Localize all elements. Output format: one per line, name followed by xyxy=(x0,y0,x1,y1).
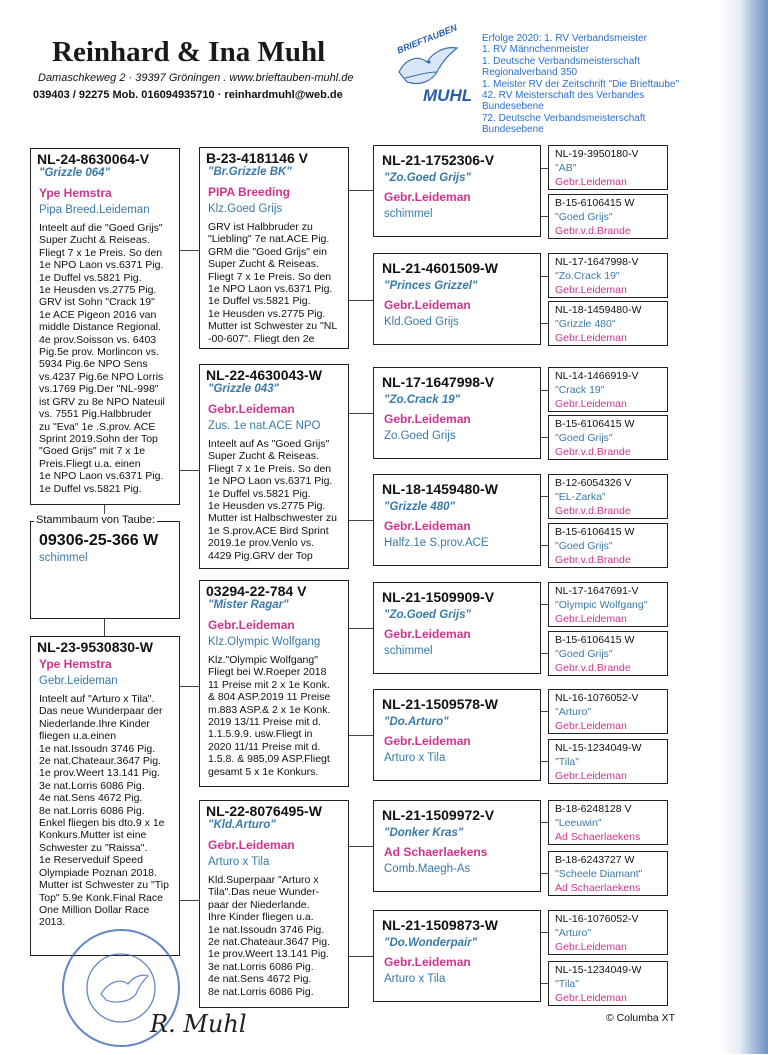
subject-ring: 09306-25-366 W xyxy=(39,532,159,549)
logo-top-text: BRIEFTAUBEN xyxy=(395,22,459,56)
gen5-card xyxy=(548,194,668,239)
connector-line xyxy=(349,520,373,521)
page-edge-shading xyxy=(720,0,768,1054)
gen5-breeder: Gebr.Leideman xyxy=(555,992,627,1004)
connector-line xyxy=(541,653,548,654)
connector-line xyxy=(541,216,548,217)
grandparent-strain: Klz.Goed Grijs xyxy=(208,203,283,215)
connector-line xyxy=(349,628,373,629)
ggp-strain: schimmel xyxy=(384,208,433,220)
gen5-name: "Goed Grijs" xyxy=(555,211,613,223)
connector-line xyxy=(541,711,548,712)
breeder-contact: 039403 / 92275 Mob. 016094935710 · reinhardmuhl@web.de xyxy=(33,89,343,101)
connector-line xyxy=(349,190,373,191)
great-grandparent-card xyxy=(373,582,541,674)
gen5-name: "Scheele Diamant" xyxy=(555,868,643,880)
great-grandparent-card xyxy=(373,253,541,345)
ggp-breeder: Gebr.Leideman xyxy=(384,412,471,426)
gen5-ring: B-15-6106415 W xyxy=(555,197,635,209)
father-ring: NL-24-8630064-V xyxy=(37,151,150,167)
gen5-ring: NL-15-1234049-W xyxy=(555,742,642,754)
great-grandparent-card xyxy=(373,145,541,237)
grandparent-description: GRV ist Halbbruder zu "Liebling" 7e nat.ACE Pig. GRM die "Goed Grijs" ein Super Zucht & Reiseas. Fliegt 7 x 1e Preis. So den 1e NPO Laon vs.6371 Pig. 1e Duffel vs.5821 Pig. 1e Heusden vs.2775 Pig. Mutter ist Schwester zu "NL -00-607". Fliegt den 2e xyxy=(208,221,338,345)
ggp-ring: NL-21-1509972-V xyxy=(382,807,495,823)
grandparent-ring: B-23-4181146 V xyxy=(206,150,308,166)
ggp-ring: NL-18-1459480-W xyxy=(382,481,498,497)
ggp-name: "Zo.Crack 19" xyxy=(384,394,461,406)
ggp-strain: Zo.Goed Grijs xyxy=(384,430,456,442)
grandparent-breeder: Gebr.Leideman xyxy=(208,402,295,416)
gen5-ring: NL-17-1647998-V xyxy=(555,256,639,268)
ggp-name: "Zo.Goed Grijs" xyxy=(384,609,471,621)
gen5-ring: NL-14-1466919-V xyxy=(555,370,639,382)
ggp-name: "Do.Arturo" xyxy=(384,716,449,728)
gen5-ring: B-15-6106415 W xyxy=(555,634,635,646)
gen5-name: "EL-Zarka" xyxy=(555,491,606,503)
gen5-name: "AB" xyxy=(555,162,577,174)
gen5-name: "Grizzle 480" xyxy=(555,318,616,330)
gen5-name: "Olympic Wolfgang" xyxy=(555,599,648,611)
gen5-name: "Arturo" xyxy=(555,706,592,718)
copyright: © Columba XT xyxy=(606,1012,676,1024)
granddam-paternal-card xyxy=(199,364,349,569)
gen5-name: "Tila" xyxy=(555,756,579,768)
gen5-card xyxy=(548,800,668,845)
grandparent-name: "Br.Grizzle BK" xyxy=(208,166,292,178)
gen5-breeder: Gebr.v.d.Brande xyxy=(555,554,631,566)
great-grandparent-card xyxy=(373,910,541,1002)
ggp-ring: NL-21-4601509-W xyxy=(382,260,498,276)
ggp-breeder: Gebr.Leideman xyxy=(384,734,471,748)
ggp-strain: Halfz.1e S.prov.ACE xyxy=(384,537,489,549)
ggp-strain: Arturo x Tila xyxy=(384,973,446,985)
connector-line xyxy=(541,437,548,438)
gen5-name: "Arturo" xyxy=(555,927,592,939)
father-card xyxy=(30,148,180,505)
grandparent-name: "Mister Ragar" xyxy=(208,599,289,611)
ggp-breeder: Gebr.Leideman xyxy=(384,298,471,312)
father-breeder: Ype Hemstra xyxy=(39,186,112,200)
ggp-name: "Do.Wonderpair" xyxy=(384,937,478,949)
grandparent-breeder: PIPA Breeding xyxy=(208,185,291,199)
great-grandparent-card xyxy=(373,367,541,459)
gen5-card xyxy=(548,415,668,460)
gen5-card xyxy=(548,851,668,896)
grandparent-strain: Klz.Olympic Wolfgang xyxy=(208,636,321,648)
connector-line xyxy=(180,900,199,901)
connector-line xyxy=(541,323,548,324)
breeder-address: Damaschkeweg 2 · 39397 Gröningen . www.brieftauben-muhl.de xyxy=(38,72,354,84)
connector-line xyxy=(349,846,373,847)
connector-line xyxy=(541,983,548,984)
gen5-breeder: Gebr.Leideman xyxy=(555,720,627,732)
ggp-strain: schimmel xyxy=(384,645,433,657)
ggp-ring: NL-17-1647998-V xyxy=(382,374,495,390)
grandparent-ring: 03294-22-784 V xyxy=(206,583,307,599)
gen5-ring: NL-16-1076052-V xyxy=(555,913,639,925)
gen5-ring: NL-16-1076052-V xyxy=(555,692,639,704)
ggp-ring: NL-21-1752306-V xyxy=(382,152,495,168)
gen5-breeder: Gebr.Leideman xyxy=(555,613,627,625)
gen5-card xyxy=(548,689,668,734)
grandsire-maternal-card xyxy=(199,580,349,787)
gen5-ring: NL-17-1647691-V xyxy=(555,585,639,597)
gen5-breeder: Gebr.v.d.Brande xyxy=(555,505,631,517)
gen5-name: "Goed Grijs" xyxy=(555,648,613,660)
connector-line xyxy=(541,822,548,823)
ggp-name: "Grizzle 480" xyxy=(384,501,455,513)
grandparent-name: "Grizzle 043" xyxy=(208,383,279,395)
gen5-breeder: Gebr.Leideman xyxy=(555,770,627,782)
grandparent-strain: Zus. 1e nat.ACE NPO xyxy=(208,420,321,432)
gen5-card xyxy=(548,367,668,412)
connector-line xyxy=(349,300,373,301)
gen5-card xyxy=(548,582,668,627)
ggp-name: "Zo.Goed Grijs" xyxy=(384,172,471,184)
grandparent-ring: NL-22-8076495-W xyxy=(206,803,322,819)
connector-line xyxy=(541,932,548,933)
connector-line xyxy=(349,735,373,736)
gen5-name: "Crack 19" xyxy=(555,384,605,396)
gen5-card xyxy=(548,910,668,955)
gen5-ring: B-18-6248128 V xyxy=(555,803,632,815)
breeder-title: Reinhard & Ina Muhl xyxy=(52,36,326,68)
grandparent-description: Klz."Olympic Wolfgang" Fliegt bei W.Roeper 2018 11 Preise mit 2 x 1e Konk. & 804 ASP.2019 11 Preise m.883 ASP.& 2 x 1e Konk. 2019 13/11 Preise mit d. 1.1.5.9.9. usw.Fliegt in 2020 11/11 Preise mit d. 1.5.8. & 985,09 ASP.Fliegt gesamt 5 x 1e Konkurs. xyxy=(208,654,331,778)
great-grandparent-card xyxy=(373,689,541,781)
gen5-card xyxy=(548,523,668,568)
ggp-strain: Comb.Maegh-As xyxy=(384,863,471,875)
grandparent-strain: Arturo x Tila xyxy=(208,856,270,868)
father-strain: Pipa Breed.Leideman xyxy=(39,204,150,216)
gen5-breeder: Gebr.v.d.Brande xyxy=(555,225,631,237)
connector-line xyxy=(180,686,199,687)
mother-description: Inteelt auf "Arturo x Tila". Das neue Wunderpaar der Niederlande.Ihre Kinder fliegen u.a.einen 1e nat.Issoudn 3746 Pig. 2e nat.Chateaur.3647 Pig. 1e prov.Weert 13.141 Pig. 3e nat.Lorris 6086 Pig. 4e nat.Sens 4672 Pig. 8e nat.Lorris 6086 Pig. Enkel fliegen bis dto.9 x 1e Konkurs.Mutter ist eine Schwester zu "Raissa". 1e Reserveduif Speed Olympiade Poznan 2018. Mutter ist Schwester zu "Tip Top" 5.9e Konk.Final Race One Million Dollar Race 2013. xyxy=(39,693,169,929)
gen5-name: "Goed Grijs" xyxy=(555,432,613,444)
gen5-card xyxy=(548,474,668,519)
subject-color: schimmel xyxy=(39,552,88,564)
granddam-maternal-card xyxy=(199,800,349,1008)
connector-line xyxy=(349,956,373,957)
connector-line xyxy=(349,413,373,414)
brieftauben-muhl-logo xyxy=(385,22,473,112)
ggp-strain: Kld.Goed Grijs xyxy=(384,316,459,328)
mother-name: Ype Hemstra xyxy=(39,657,112,671)
connector-line xyxy=(541,604,548,605)
gen5-card xyxy=(548,631,668,676)
subject-caption: Stammbaum von Taube: xyxy=(36,514,156,526)
father-name: "Grizzle 064" xyxy=(39,167,110,179)
gen5-card xyxy=(548,301,668,346)
great-grandparent-card xyxy=(373,474,541,566)
gen5-breeder: Gebr.Leideman xyxy=(555,176,627,188)
signature: R. Muhl xyxy=(150,1010,247,1038)
connector-line xyxy=(541,276,548,277)
gen5-breeder: Gebr.Leideman xyxy=(555,941,627,953)
gen5-breeder: Ad Schaerlaekens xyxy=(555,882,641,894)
connector-line xyxy=(541,168,548,169)
gen5-ring: B-18-6243727 W xyxy=(555,854,635,866)
ggp-ring: NL-21-1509873-W xyxy=(382,917,498,933)
grandparent-breeder: Gebr.Leideman xyxy=(208,618,295,632)
gen5-card xyxy=(548,253,668,298)
connector-line xyxy=(180,250,199,251)
successes-list: Erfolge 2020: 1. RV Verbandsmeister 1. RV Männchenmeister 1. Deutsche Verbandsmeisterschaft Regionalverband 350 1. Meister RV der Zeitschrift "Die Brieftaube" 42. RV Meisterschaft des Verbandes Bundesebene 72. Deutsche Verbandsmeisterschaft Bundesebene xyxy=(482,33,679,136)
connector-line xyxy=(541,390,548,391)
gen5-name: "Zo.Crack 19" xyxy=(555,270,620,282)
gen5-ring: NL-18-1459480-W xyxy=(555,304,642,316)
grandsire-paternal-card xyxy=(199,147,349,349)
logo-bottom-text: MUHL xyxy=(423,86,473,105)
ggp-breeder: Ad Schaerlaekens xyxy=(384,845,488,859)
gen5-ring: B-15-6106415 W xyxy=(555,526,635,538)
gen5-name: "Goed Grijs" xyxy=(555,540,613,552)
mother-ring: NL-23-9530830-W xyxy=(37,639,153,655)
gen5-ring: B-12-6054326 V xyxy=(555,477,632,489)
connector-line xyxy=(104,619,105,636)
connector-line xyxy=(541,496,548,497)
gen5-breeder: Gebr.Leideman xyxy=(555,398,627,410)
connector-line xyxy=(541,545,548,546)
connector-line xyxy=(541,873,548,874)
gen5-ring: NL-19-3950180-V xyxy=(555,148,639,160)
ggp-strain: Arturo x Tila xyxy=(384,752,446,764)
grandparent-breeder: Gebr.Leideman xyxy=(208,838,295,852)
subject-card xyxy=(30,521,180,619)
gen5-card xyxy=(548,739,668,784)
great-grandparent-card xyxy=(373,800,541,892)
gen5-card xyxy=(548,145,668,190)
gen5-breeder: Ad Schaerlaekens xyxy=(555,831,641,843)
ggp-breeder: Gebr.Leideman xyxy=(384,190,471,204)
gen5-breeder: Gebr.Leideman xyxy=(555,332,627,344)
grandparent-name: "Kld.Arturo" xyxy=(208,819,276,831)
grandparent-ring: NL-22-4630043-W xyxy=(206,367,322,383)
mother-card xyxy=(30,636,180,956)
ggp-breeder: Gebr.Leideman xyxy=(384,519,471,533)
ggp-name: "Princes Grizzel" xyxy=(384,280,478,292)
ggp-ring: NL-21-1509578-W xyxy=(382,696,498,712)
gen5-name: "Leeuwin" xyxy=(555,817,602,829)
gen5-breeder: Gebr.v.d.Brande xyxy=(555,446,631,458)
gen5-name: "Tila" xyxy=(555,978,579,990)
ggp-breeder: Gebr.Leideman xyxy=(384,627,471,641)
ggp-breeder: Gebr.Leideman xyxy=(384,955,471,969)
connector-line xyxy=(541,761,548,762)
gen5-breeder: Gebr.Leideman xyxy=(555,284,627,296)
gen5-breeder: Gebr.v.d.Brande xyxy=(555,662,631,674)
ggp-name: "Donker Kras" xyxy=(384,827,464,839)
connector-line xyxy=(180,470,199,471)
ggp-ring: NL-21-1509909-V xyxy=(382,589,495,605)
gen5-card xyxy=(548,961,668,1006)
gen5-ring: B-15-6106415 W xyxy=(555,418,635,430)
gen5-ring: NL-15-1234049-W xyxy=(555,964,642,976)
father-description: Inteelt auf die "Goed Grijs" Super Zucht & Reiseas. Fliegt 7 x 1e Preis. So den 1e NPO Laon vs.6371 Pig. 1e Duffel vs.5821 Pig. 1e Heusden vs.2775 Pig. GRV ist Sohn "Crack 19" 1e ACE Pigeon 2016 van middle Distance Regional. 4e prov.Soisson vs. 6403 Pig.5e prov. Morlincon vs. 5934 Pig.6e NPO Sens vs.4237 Pig.6e NPO Lorris vs.1769 Pig.Der "NL-998" ist GRV zu 8e NPO Nateuil vs. 7551 Pig.Halbbruder zu "Eva" 1e .S.prov. ACE Sprint 2019.Sohn der Top "Goed Grijs" mit 7 x 1e Preis.Fliegt u.a. einen 1e NPO Laon vs.6371 Pig. 1e Duffel vs.5821 Pig. xyxy=(39,222,165,495)
mother-strain: Gebr.Leideman xyxy=(39,675,118,687)
grandparent-description: Kld.Superpaar "Arturo x Tila".Das neue Wunder- paar der Niederlande. Ihre Kinder fliegen u.a. 1e nat.Issoudn 3746 Pig. 2e nat.Chateaur.3647 Pig. 1e prov.Weert 13.141 Pig. 3e nat.Lorris 6086 Pig. 4e nat.Sens 4672 Pig. 8e nat.Lorris 6086 Pig. xyxy=(208,874,331,998)
grandparent-description: Inteelt auf As "Goed Grijs" Super Zucht & Reiseas. Fliegt 7 x 1e Preis. So den 1e NPO Laon vs.6371 Pig. 1e Duffel vs.5821 Pig. 1e Heusden vs.2775 Pig. Mutter ist Halbschwester zu 1e S.prov.ACE Bird Sprint 2019.1e prov.Venlo vs. 4429 Pig.GRV der Top xyxy=(208,438,337,562)
